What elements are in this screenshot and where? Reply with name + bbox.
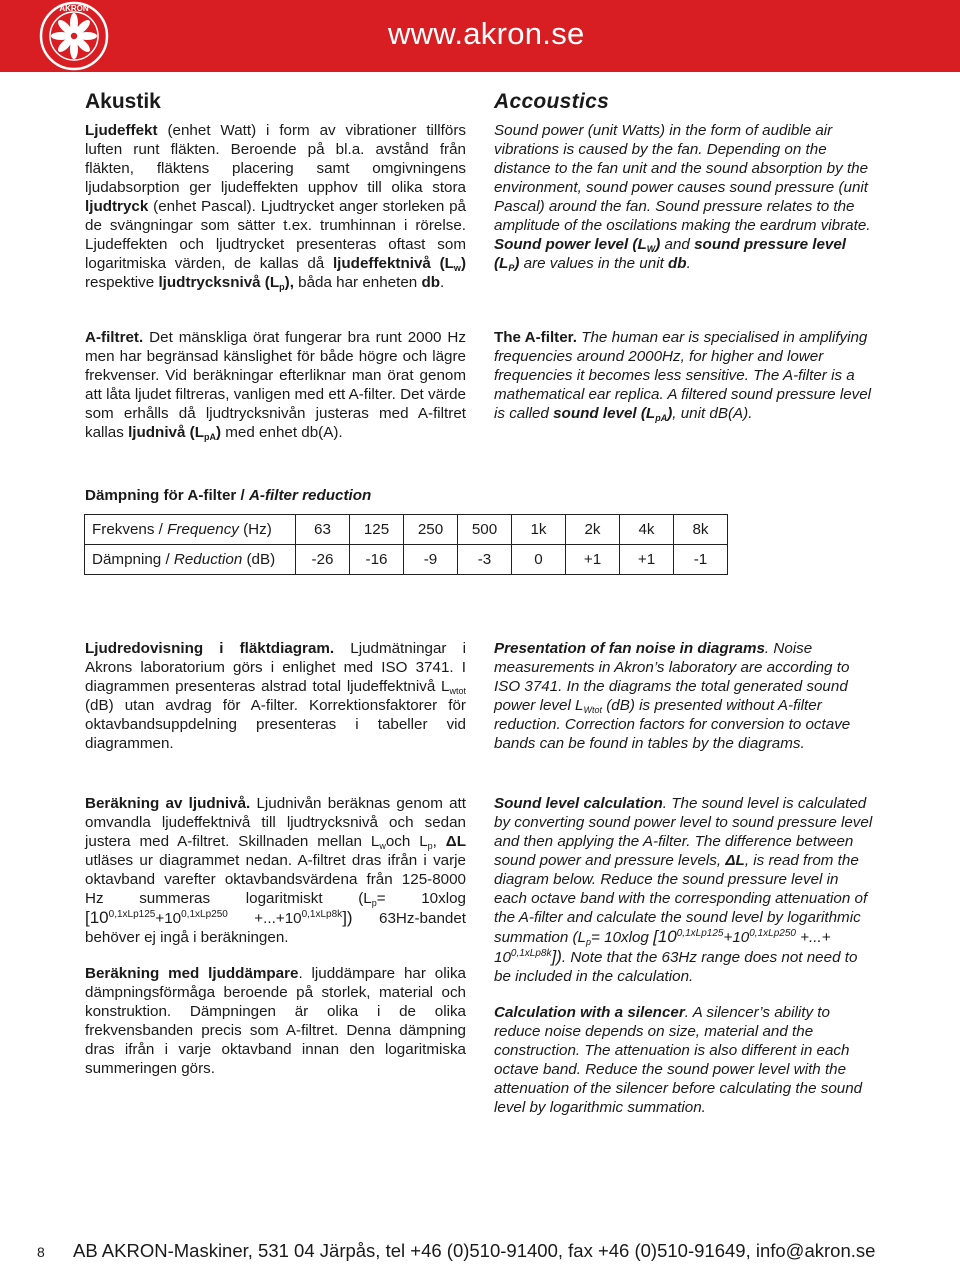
term-ljudeffekt: Ljudeffekt <box>85 122 158 139</box>
footer-address: AB AKRON-Maskiner, 531 04 Järpås, tel +46 (0)510-91400, fax +46 (0)510-91649, info@akron.se <box>73 1240 876 1261</box>
table-cell: -26 <box>296 545 350 575</box>
sv-afilter-paragraph: A-filtret. Det mänskliga örat fungerar bra runt 2000 Hz men har begränsad känslighet för både högre och lägre frekvenser. Vid beräkningar efterliknar man örat genom att låta ljudet filtreras, vanligen med ett A-filter. Det värde som erhålls då ljudtrycksnivån justeras med A-filtret kallas ljudnivå $(L_{pA})$ med enhet db(A). <box>85 329 466 442</box>
table-cell: 125 <box>350 515 404 545</box>
table-row-reduction <box>85 545 728 575</box>
table-cell: 4k <box>620 515 674 545</box>
table-cell: -1 <box>674 545 728 575</box>
a-filter-table <box>84 514 728 575</box>
sv-silencer-paragraph: Beräkning med ljuddämpare. ljuddämpare har olika dämpningsförmåga beroende på storlek, material och konstruktion. Dämpningen är olika i de olika frekvensbanden precis som A-filtret. Denna dämpning dras ifrån i varje oktavband innan den logaritmiska summeringen görs. <box>85 965 466 1077</box>
table-title: Dämpning för A-filter / A-filter reduction <box>85 487 372 504</box>
table-cell: 63 <box>296 515 350 545</box>
page-number: 8 <box>37 1244 45 1260</box>
table-cell: 2k <box>566 515 620 545</box>
english-title: Accoustics <box>494 90 610 113</box>
table-cell: -3 <box>458 545 512 575</box>
sv-intro-paragraph: Ljudeffekt (enhet Watt) i form av vibrationer tillförs luften runt fläkten. Beroende på bl.a. avstånd från fläkten, fläktens placering samt omgivningens ljudabsorption ger ljudeffekten upphov till olika stora ljudtryck (enhet Pascal). Ljudtrycket anger storleken på de svängningar som sätter t.ex. trumhinnan i rörelse. Ljudeffekten och ljudtrycket presenteras oftast som logaritmiska värden, de kallas då ljudeffektnivå $(L_w)$ respektive ljudtrycksnivå $(L_p)$, båda har enheten db. <box>85 122 466 292</box>
table-cell: +1 <box>566 545 620 575</box>
table-cell: 250 <box>404 515 458 545</box>
reduction-label: Dämpning / Reduction (dB) <box>85 545 296 575</box>
sv-presentation-paragraph: Ljudredovisning i fläktdiagram. Ljudmätningar i Akrons laboratorium görs i enlighet med ISO 3741. I diagrammen presenteras alstrad total ljudeffektnivå $L_{wtot}$ (dB) utan avdrag för A-filter. Korrektionsfaktorer för oktavbandsuppdelning presenteras i tabeller vid diagrammen. <box>85 640 466 752</box>
en-intro-paragraph: Sound power (unit Watts) in the form of audible air vibrations is caused by the fan. Depending on the distance to the fan unit and the sound absorption by the environment, sound power causes sound pressure (unit Pascal) around the fan. Sound pressure relates to the amplitude of the oscilations making the eardrum vibrate. Sound power level $(L_W)$ and sound pressure level $(L_P)$ are values in the unit db. <box>494 122 871 273</box>
website-url[interactable]: www.akron.se <box>388 16 585 51</box>
en-silencer-paragraph: Calculation with a silencer. A silencer’s ability to reduce noise depends on size, material and the construction. The attenuation is also different in each octave band. Reduce the sound power level with the attenuation of the silencer before calculating the sound level by logarithmic summation. <box>494 1004 863 1116</box>
table-cell: +1 <box>620 545 674 575</box>
en-presentation-paragraph: Presentation of fan noise in diagrams. Noise measurements in Akron’s laboratory are according to ISO 3741. In the diagrams the total generated sound power level $L_{Wtot}$ (dB) is presented without A-filter reduction. Correction factors for conversion to octave bands can be found in tables by the diagrams. <box>494 640 851 752</box>
sv-calculation-paragraph: Beräkning av ljudnivå. Ljudnivån beräknas genom att omvandla ljudeffektnivå till ljudtrycksnivå och sedan justera med A-filtret. Skillnaden mellan $L_woch$ $L_p$, ΔL utläses ur diagrammet nedan. A-filtret dras ifrån i varje oktavband varefter oktavbandsvärdena från 125-8000 Hz summeras logaritmiskt ($L_p= 10xlog$ $[10^{0,1xLp125}+10^{0,1xLp250} +...+10^{0,1xLp8k}]$) 63Hz-bandet behöver ej ingå i beräkningen. <box>85 795 466 946</box>
swedish-title: Akustik <box>85 90 161 113</box>
table-row-frequency <box>85 515 728 545</box>
table-cell: -9 <box>404 545 458 575</box>
frequency-label: Frekvens / Frequency (Hz) <box>85 515 296 545</box>
table-cell: -16 <box>350 545 404 575</box>
logo-text: AKRON <box>59 4 89 13</box>
table-cell: 500 <box>458 515 512 545</box>
en-calculation-paragraph: Sound level calculation. The sound level is calculated by converting sound power level to sound pressure level and then applying the A-filter. The difference between sound power and pressure levels, ΔL, is read from the diagram below. Reduce the sound pressure level in each octave band with the corresponding attenuation of the A-filter and calculate the sound level by logarithmic summation ($L_p= 10xlog$ [$10^{0,1xLp125}+10^{0,1xLp250}$ +...+ $10^{0,1xLp8k}$]). Note that the 63Hz range does not need to be included in the calculation. <box>494 795 873 985</box>
akron-logo <box>20 0 128 72</box>
table-cell: 1k <box>512 515 566 545</box>
table-cell: 8k <box>674 515 728 545</box>
en-afilter-paragraph: The A-filter. The human ear is specialised in amplifying frequencies around 2000Hz, for higher and lower frequencies it becomes less sensitive. The A-filter is a mathematical ear replica. A filtered sound pressure level is called sound level $(L_{pA})$, unit dB(A). <box>494 329 872 423</box>
table-cell: 0 <box>512 545 566 575</box>
